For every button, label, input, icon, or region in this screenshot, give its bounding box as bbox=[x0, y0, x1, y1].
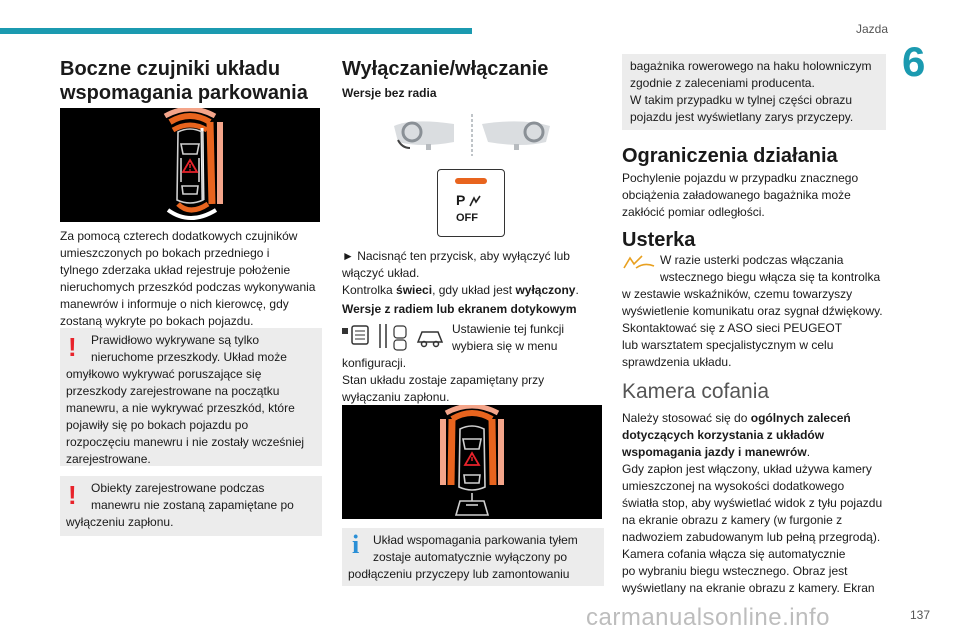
versions-without-radio-heading: Wersje bez radia bbox=[342, 86, 437, 100]
fault-heading: Usterka bbox=[622, 229, 696, 251]
warning-box-ignition bbox=[60, 476, 322, 536]
rear-sensors-trailer-illustration bbox=[342, 405, 602, 519]
fault-text: W razie usterki podczas włączania wstecznego biegu włącza się ta kontrolka w zestawie wskaźników, czemu towarzyszy wyświetlenie komunikatu oraz sygnał dźwiękowy. Skontaktować się z ASO sieci PEUGEOT lub warsztatem specjalistycznym w celu sprawdzenia układu. bbox=[622, 253, 883, 369]
rear-camera-text: Należy stosować się do ogólnych zaleceń dotyczących korzystania z układów wspomagania jazdy i manewrów. Gdy zapłon jest włączony, układ używa kamery umieszczonej na wysokości dodatkowego światła stop, aby wyświetlać widok z tyłu pojazdu na ekranie obrazu z kamery (w furgonie z nadwoziem zabudowanym lub pełną przegrodą). Kamera cofania włącza się automatycznie po wybraniu biegu wstecznego. Obraz jest wyświetlany na ekranie obrazu z kamery. Ekran bbox=[622, 411, 883, 595]
warning-box-moving-obstacles bbox=[60, 328, 322, 466]
disable-enable-heading: Wyłączanie/włączanie bbox=[342, 58, 549, 80]
info-box-trailer-continued bbox=[622, 54, 886, 130]
configuration-text: Ustawienie tej funkcji wybiera się w menu konfiguracji. Stan układu zostaje zapamiętany przy wyłączaniu zapłonu. bbox=[342, 322, 565, 404]
press-button-instruction: ► Nacisnąć ten przycisk, aby wyłączyć lub włączyć układ. Kontrolka świeci, gdy układ jest wyłączony. bbox=[342, 249, 579, 297]
sensor-waves-icon bbox=[468, 194, 484, 208]
side-sensors-illustration bbox=[60, 108, 320, 222]
section-title: Jazda bbox=[855, 22, 888, 36]
button-p-label: P bbox=[456, 192, 466, 208]
dashboard-location-illustration bbox=[392, 112, 552, 158]
indicator-lamp-icon bbox=[455, 178, 487, 184]
button-off-label: OFF bbox=[456, 212, 478, 224]
info-icon: i bbox=[352, 530, 360, 559]
watermark: carmanualsonline.info bbox=[586, 604, 830, 631]
warning-icon: ! bbox=[68, 480, 77, 510]
warning-icon: ! bbox=[68, 332, 77, 362]
side-sensors-heading: Boczne czujniki układu wspomagania parkowania bbox=[60, 58, 308, 104]
top-accent-bar bbox=[0, 28, 472, 34]
info-text: Układ wspomagania parkowania tyłem zostaje automatycznie wyłączony po podłączeniu przyczepy lub zamontowaniu bbox=[348, 533, 578, 581]
warning-text: Obiekty zarejestrowane podczas manewru nie zostaną zapamiętane po wyłączeniu zapłonu. bbox=[66, 481, 294, 529]
park-assist-off-button[interactable] bbox=[437, 169, 505, 237]
limitations-text: Pochylenie pojazdu w przypadku znacznego obciążenia załadowanego bagażnika może zakłócić pomiar odległości. bbox=[622, 171, 859, 219]
rear-camera-heading: Kamera cofania bbox=[622, 380, 770, 403]
limitations-heading: Ograniczenia działania bbox=[622, 145, 838, 167]
page-number: 137 bbox=[909, 608, 930, 622]
warning-text: Prawidłowo wykrywane są tylko nieruchome przeszkody. Układ może omyłkowo wykrywać poruszające się przeszkody zarejestrowane na początku manewru, a nie wykrywać przeszkód, które pojawiły się po bokach pojazdu po rozpoczęciu manewru i nie zostały wcześniej zarejestrowane. bbox=[66, 333, 305, 466]
info-box-trailer bbox=[342, 528, 604, 586]
chapter-number: 6 bbox=[902, 38, 926, 85]
side-sensors-description: Za pomocą czterech dodatkowych czujników umieszczonych po bokach przedniego i tylnego zderzaka układ rejestruje położenie nieruchomych przeszkód podczas wykonywania manewrów i informuje o nich kierowcę, gdy zostaną wykryte po bokach pojazdu. bbox=[60, 229, 316, 328]
info-text-continued: bagażnika rowerowego na haku holowniczym zgodnie z zaleceniami producenta. W takim przypadku w tylnej części obrazu pojazdu jest wyświetlany zarys przyczepy. bbox=[630, 59, 872, 124]
versions-with-radio-heading: Wersje z radiem lub ekranem dotykowym bbox=[342, 302, 577, 316]
